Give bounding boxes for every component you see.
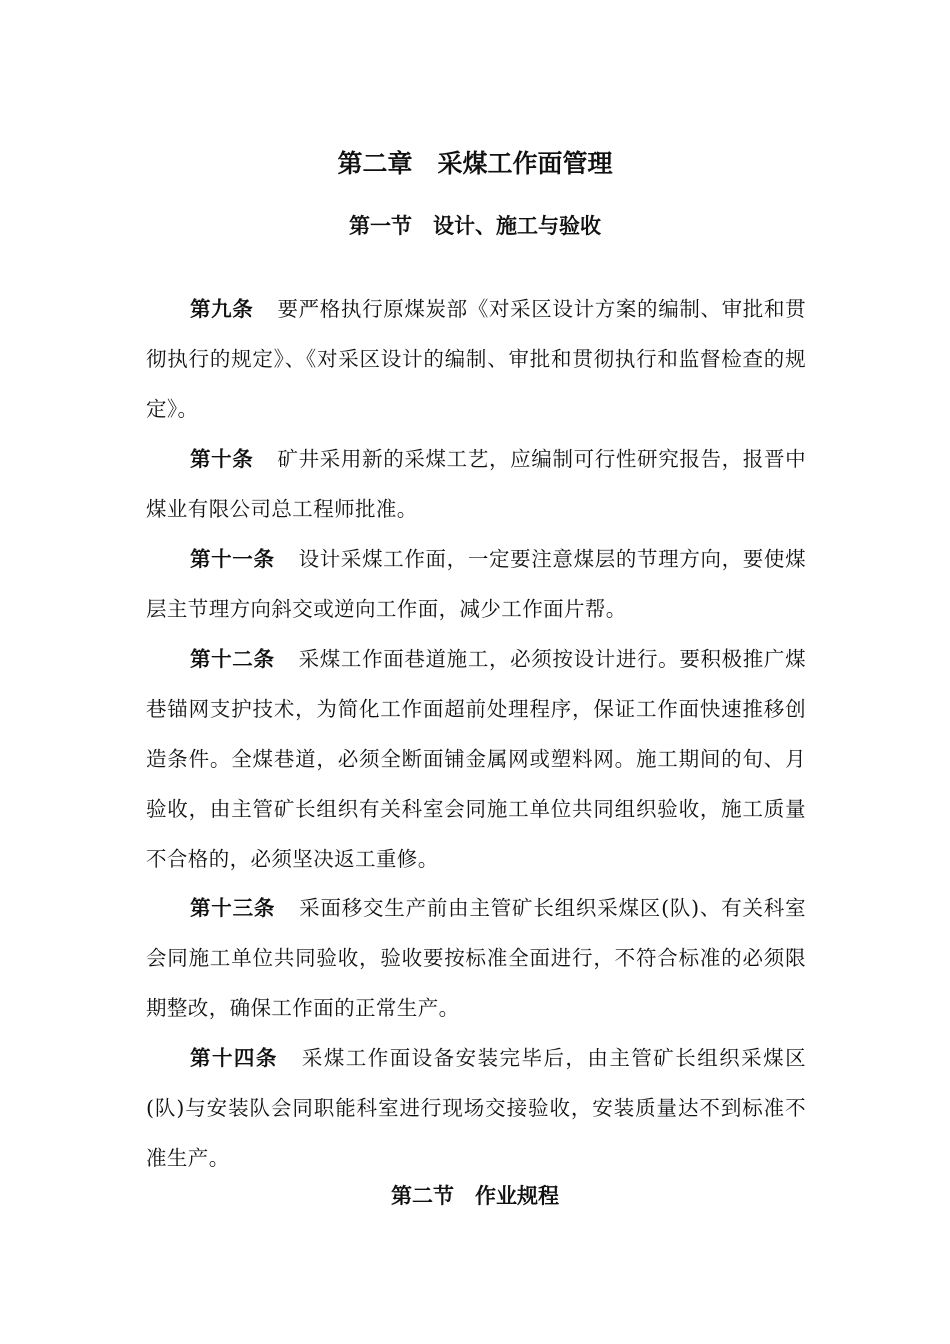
article-label: 第九条 <box>190 296 254 321</box>
article-text: 要严格执行原煤炭部《对采区设计方案的编制、审批和贯彻执行的规定》、《对采区设计的编制、审批和贯彻执行和监督检查的规定》。 <box>146 296 807 421</box>
article-label: 第十四条 <box>190 1045 278 1070</box>
article-label: 第十条 <box>190 446 254 471</box>
article-label: 第十二条 <box>190 646 275 671</box>
article-10 <box>146 434 806 534</box>
article-13 <box>146 883 806 1033</box>
article-text: 矿井采用新的采煤工艺，应编制可行性研究报告，报晋中煤业有限公司总工程师批准。 <box>146 446 807 521</box>
article-12 <box>146 634 806 884</box>
section-title-2: 第二节 作业规程 <box>391 1184 559 1208</box>
chapter-title: 第二章 采煤工作面管理 <box>337 149 613 178</box>
section-title-1: 第一节 设计、施工与验收 <box>349 214 601 238</box>
article-text: 采煤工作面设备安装完毕后，由主管矿长组织采煤区(队)与安装队会同职能科室进行现场交接验收，安装质量达不到标准不准生产。 <box>146 1045 806 1170</box>
article-14 <box>146 1033 806 1183</box>
article-text: 设计采煤工作面，一定要注意煤层的节理方向，要使煤层主节理方向斜交或逆向工作面，减少工作面片帮。 <box>146 546 806 621</box>
article-9 <box>146 284 806 434</box>
article-label: 第十三条 <box>190 895 276 920</box>
article-text: 采煤工作面巷道施工，必须按设计进行。要积极推广煤巷锚网支护技术，为简化工作面超前处理程序，保证工作面快速推移创造条件。全煤巷道，必须全断面铺金属网或塑料网。施工期间的旬、月验收，由主管矿长组织有关科室会同施工单位共同组织验收，施工质量不合格的，必须坚决返工重修。 <box>146 646 806 871</box>
article-11 <box>146 534 806 634</box>
article-text: 采面移交生产前由主管矿长组织采煤区(队)、有关科室会同施工单位共同验收，验收要按标准全面进行，不符合标准的必须限期整改，确保工作面的正常生产。 <box>146 895 806 1020</box>
article-label: 第十一条 <box>190 546 275 571</box>
